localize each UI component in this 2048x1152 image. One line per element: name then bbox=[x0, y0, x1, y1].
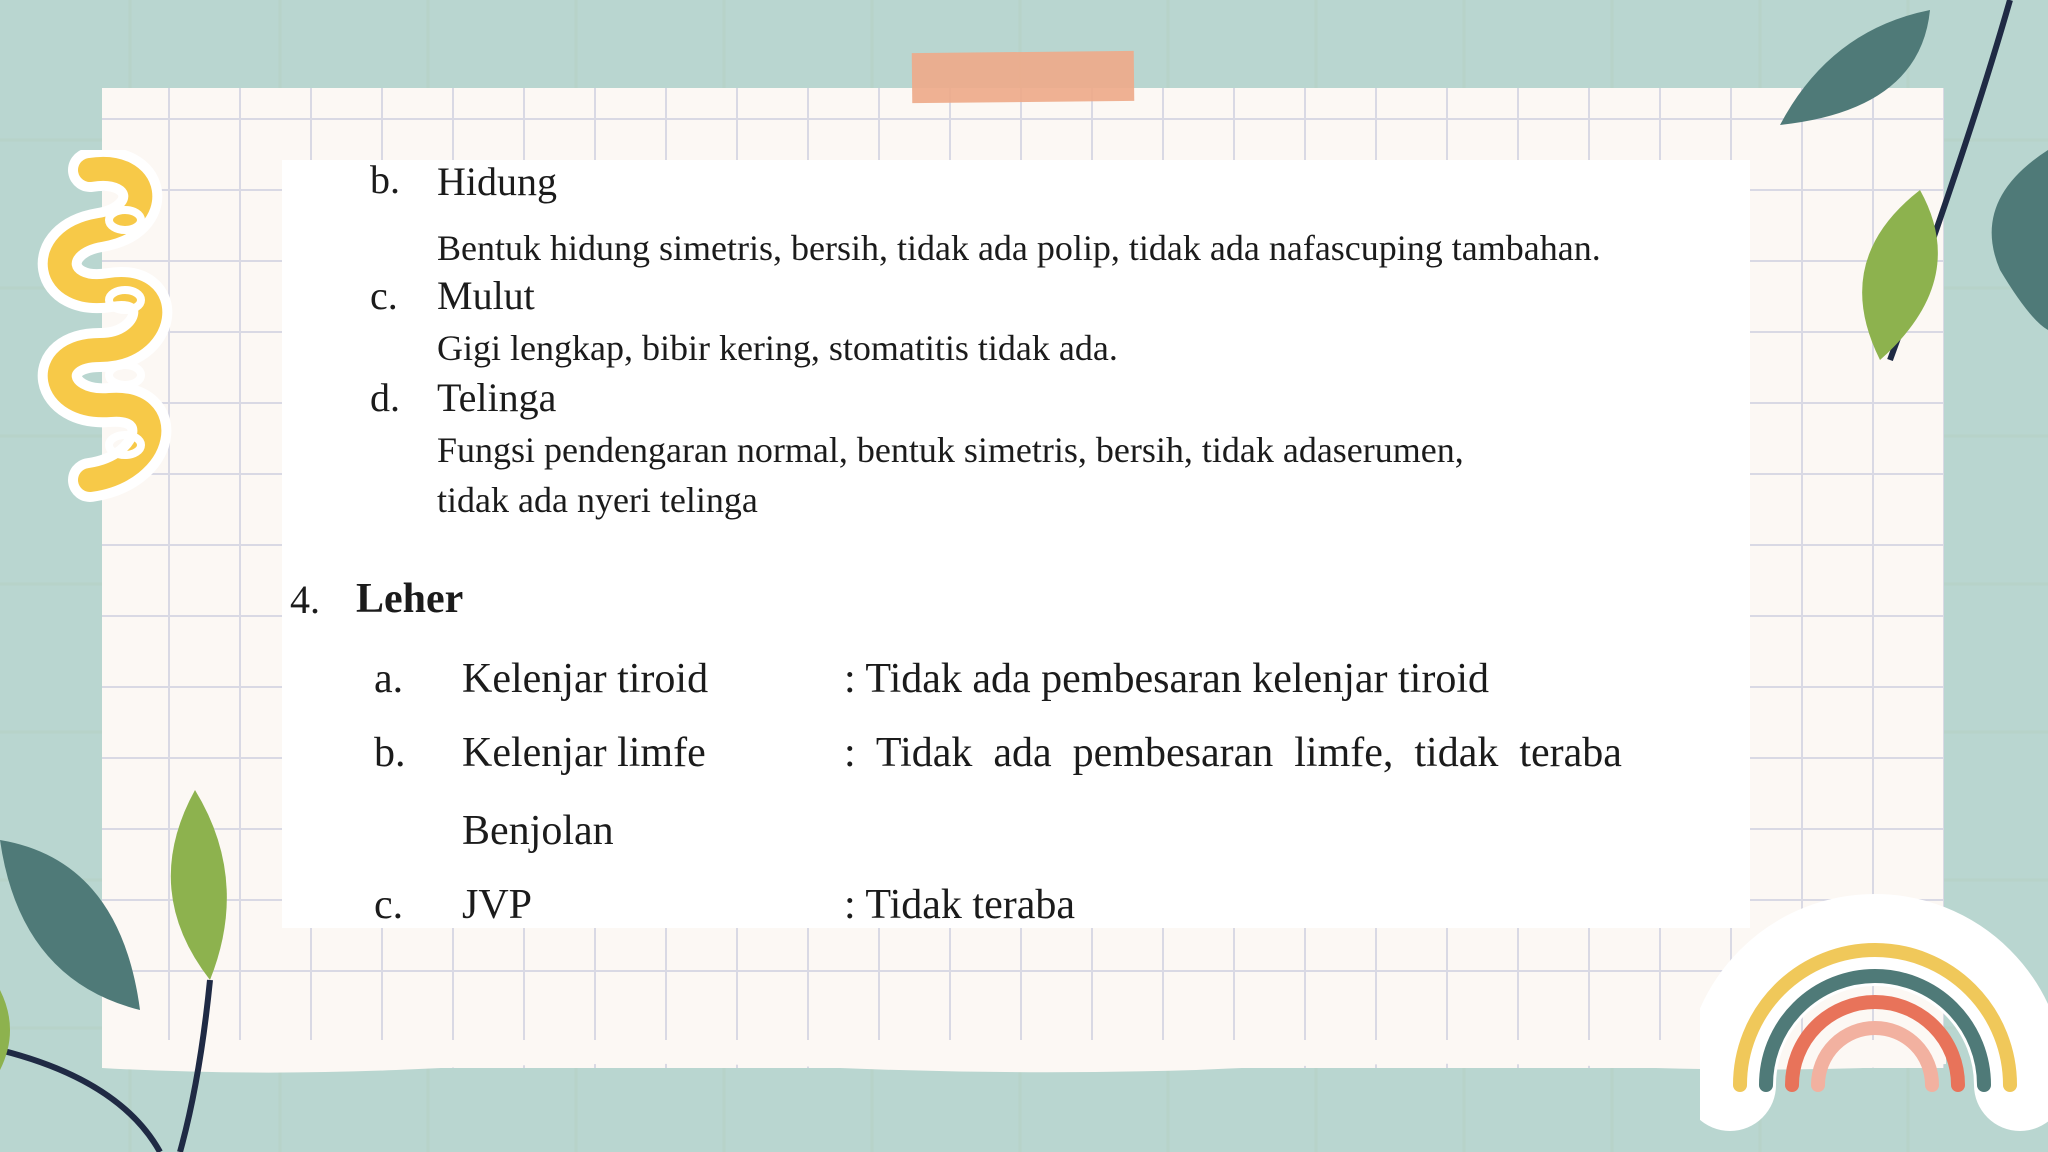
torn-paper-edge bbox=[96, 1040, 1952, 1100]
leher-row-c-label: JVP bbox=[462, 882, 533, 928]
leher-row-b-label: Kelenjar limfe bbox=[462, 730, 706, 776]
leher-row-a-label: Kelenjar tiroid bbox=[462, 656, 709, 702]
section-b-marker: b. bbox=[370, 160, 400, 202]
leher-row-a-marker: a. bbox=[374, 656, 404, 702]
rainbow-sticker bbox=[1700, 890, 2048, 1152]
section-c-body: Gigi lengkap, bibir kering, stomatitis tidak ada. bbox=[437, 328, 1118, 368]
leher-row-a-value: : Tidak ada pembesaran kelenjar tiroid bbox=[844, 656, 1489, 702]
paper-tape bbox=[912, 51, 1135, 103]
yellow-spiral-sticker bbox=[30, 150, 180, 510]
leher-number: 4. bbox=[290, 577, 320, 622]
leaf-branch-bottom-left bbox=[0, 780, 250, 1152]
document-page bbox=[282, 160, 1750, 928]
leher-row-b-marker: b. bbox=[374, 730, 406, 776]
section-d-marker: d. bbox=[370, 375, 400, 420]
section-b-body: Bentuk hidung simetris, bersih, tidak ada polip, tidak ada nafascuping tambahan. bbox=[437, 228, 1601, 268]
leher-row-b-value: : Tidak ada pembesaran limfe, tidak teraba bbox=[844, 730, 1622, 776]
section-c-marker: c. bbox=[370, 273, 398, 318]
section-d-body-line1: Fungsi pendengaran normal, bentuk simetris, bersih, tidak adaserumen, bbox=[437, 430, 1464, 470]
section-c-title: Mulut bbox=[437, 273, 535, 318]
leher-row-b-continuation: Benjolan bbox=[462, 808, 614, 854]
leaf-branch-top-right bbox=[1770, 0, 2048, 400]
section-d-title: Telinga bbox=[437, 375, 557, 420]
section-d-body-line2: tidak ada nyeri telinga bbox=[437, 480, 758, 520]
leher-heading: Leher bbox=[356, 576, 464, 622]
section-b-title: Hidung bbox=[437, 160, 557, 204]
leher-row-c-value: : Tidak teraba bbox=[844, 882, 1075, 928]
leher-row-c-marker: c. bbox=[374, 882, 404, 928]
